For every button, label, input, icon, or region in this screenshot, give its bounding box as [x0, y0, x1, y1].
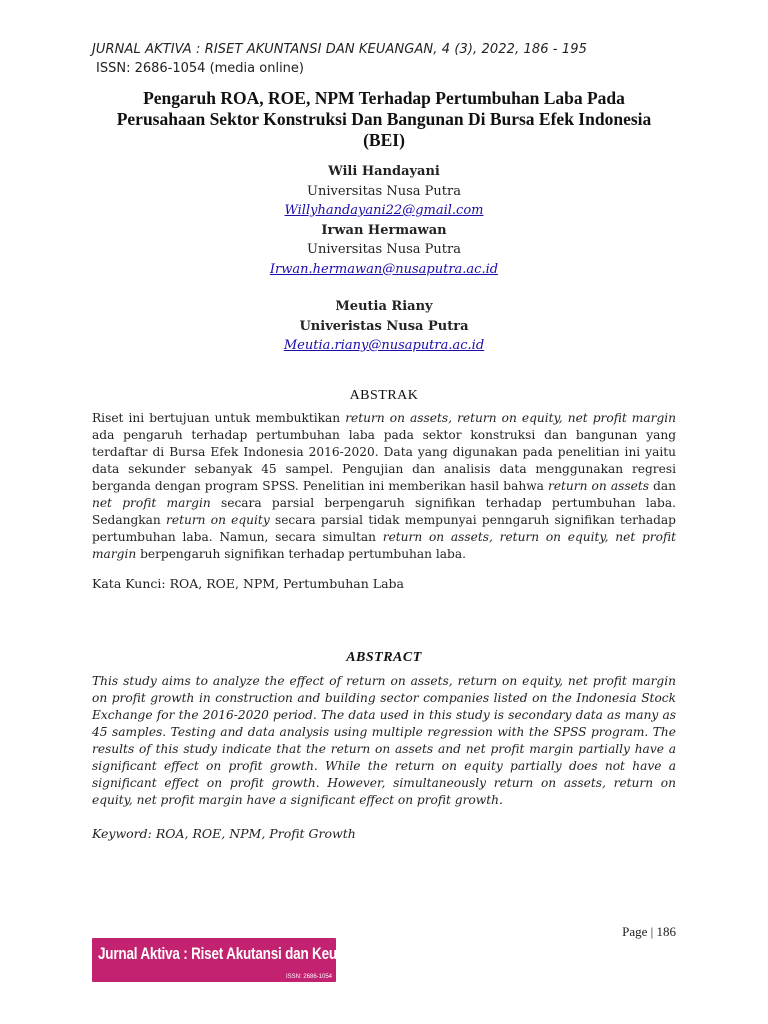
- page-number: Page | 186: [622, 924, 676, 939]
- author-email-link[interactable]: Meutia.riany@nusaputra.ac.id: [283, 338, 485, 353]
- paper-title-line-2: Perusahaan Sektor Konstruksi Dan Bangunan Di Bursa Efek Indonesia: [116, 109, 652, 129]
- abstract-keywords: Keyword: ROA, ROE, NPM, Profit Growth: [92, 826, 356, 841]
- abstrak-term: net profit margin: [92, 496, 211, 510]
- author-name: Meutia Riany: [335, 299, 433, 314]
- journal-logo: [92, 938, 376, 982]
- abstract-paragraph: This study aims to analyze the effect of return on assets, return on equity, net profit margin on profit growth in construction and building sector companies listed on the Indonesia Stock Exchange for the 2016-2020 period. The data used in this study is secondary data as many as 45 samples. Testing and data analysis using multiple regression with the SPSS program. The results of this study indicate that the return on assets and net profit margin partially have a significant effect on profit growth. While the return on equity partially does not have a significant effect on profit growth. However, simultaneously return on assets, return on equity, net profit margin have a significant effect on profit growth.: [92, 674, 676, 807]
- author-list: [92, 162, 676, 356]
- abstrak-term: return on assets: [548, 479, 649, 493]
- journal-issn: ISSN: 2686-1054 (media online): [96, 61, 304, 76]
- author-name: Irwan Hermawan: [321, 222, 447, 238]
- kata-kunci: Kata Kunci: ROA, ROE, NPM, Pertumbuhan Laba: [92, 576, 404, 591]
- journal-citation: JURNAL AKTIVA : RISET AKUNTANSI DAN KEUANGAN, 4 (3), 2022, 186 - 195: [92, 42, 587, 57]
- author-email-link[interactable]: Willyhandayani22@gmail.com: [284, 203, 484, 218]
- author-spacer: [92, 279, 676, 297]
- abstrak-text: ada pengaruh terhadap pertumbuhan laba pada sektor konstruksi dan bangunan yang terdaftar di Bursa Efek Indonesia 2016-2020. Data yang digunakan pada penelitian ini yaitu data sekunder sebanyak 45 sampel. Pengujian dan analisis data menggunakan regresi berganda dengan program SPSS. Penelitian ini memberikan hasil bahwa: [92, 428, 676, 493]
- paper-title: [92, 88, 676, 151]
- abstrak-text: dan: [648, 479, 676, 493]
- abstrak-paragraph: [92, 410, 676, 563]
- author-affiliation: Universitas Nusa Putra: [307, 183, 461, 199]
- abstrak-text: secara parsial berpengaruh signifikan terhadap pertumbuhan laba. Sedangkan: [92, 496, 676, 527]
- abstrak-text: secara parsial tidak mempunyai penngaruh signifikan terhadap pertumbuhan laba. Namun, secara simultan: [92, 513, 676, 544]
- author-name: Wili Handayani: [328, 164, 440, 179]
- abstrak-term: return on assets, return on equity, net profit margin: [92, 530, 676, 561]
- journal-logo-title: Jurnal Aktiva : Riset Akutansi dan Keuangan: [98, 944, 376, 963]
- abstract-heading: ABSTRACT: [346, 650, 422, 665]
- author-3: [92, 297, 676, 356]
- journal-logo-issn: ISSN: 2686-1054: [285, 974, 332, 980]
- author-1: [92, 162, 676, 221]
- paper-title-line-3: (BEI): [363, 130, 405, 150]
- author-email-link[interactable]: Irwan.hermawan@nusaputra.ac.id: [269, 261, 499, 277]
- author-affiliation: Univeristas Nusa Putra: [299, 318, 469, 334]
- paper-title-line-1: Pengaruh ROA, ROE, NPM Terhadap Pertumbuhan Laba Pada: [143, 88, 625, 108]
- abstrak-term: return on assets, return on equity, net profit margin: [345, 411, 677, 425]
- abstrak-heading: ABSTRAK: [349, 388, 419, 403]
- abstrak-text: berpengaruh signifikan terhadap pertumbuhan laba.: [136, 547, 466, 561]
- abstrak-term: return on equity: [166, 513, 270, 527]
- abstrak-text: Riset ini bertujuan untuk membuktikan: [92, 411, 346, 425]
- author-2: [92, 221, 676, 280]
- author-affiliation: Universitas Nusa Putra: [307, 242, 461, 257]
